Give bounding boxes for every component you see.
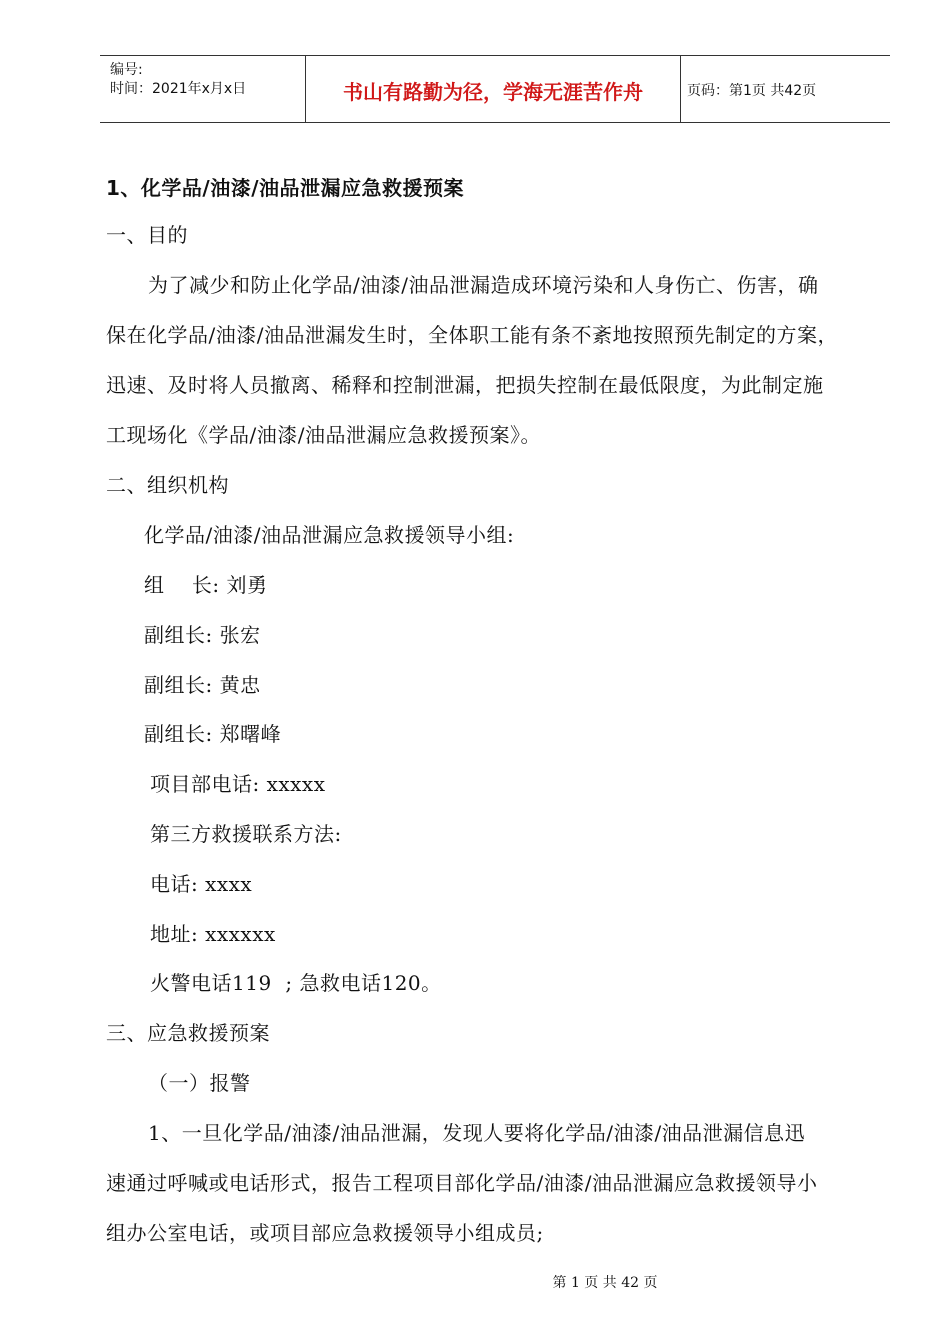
alarm-item-line-1: 1、一旦化学品/油漆/油品泄漏，发现人要将化学品/油漆/油品泄漏信息迅 bbox=[148, 1121, 806, 1145]
header-page-info: 页码：第1页 共42页 bbox=[687, 83, 817, 99]
header-slogan-cell bbox=[306, 56, 681, 122]
deputy-leader-3: 副组长: 郑曙峰 bbox=[144, 722, 282, 746]
group-title: 化学品/油漆/油品泄漏应急救援领导小组: bbox=[144, 523, 515, 547]
deputy-leader-1: 副组长: 张宏 bbox=[144, 623, 261, 647]
contact-address: 地址: xxxxxx bbox=[150, 922, 276, 946]
header-meta-cell bbox=[100, 56, 306, 122]
third-party-contact: 第三方救援联系方法: bbox=[150, 822, 342, 846]
emergency-numbers: 火警电话119 ; 急救电话120。 bbox=[150, 971, 442, 995]
purpose-line-2: 保在化学品/油漆/油品泄漏发生时，全体职工能有条不紊地按照预先制定的方案， bbox=[106, 323, 838, 347]
contact-phone: 电话: xxxx bbox=[150, 872, 253, 896]
header-page-cell bbox=[681, 56, 890, 122]
project-phone: 项目部电话: xxxxx bbox=[150, 772, 326, 796]
alarm-item-line-3: 组办公室电话，或项目部应急救援领导小组成员; bbox=[106, 1221, 544, 1245]
deputy-leader-2: 副组长: 黄忠 bbox=[144, 673, 261, 697]
document-title: 1、化学品/油漆/油品泄漏应急救援预案 bbox=[106, 176, 465, 200]
document-header bbox=[100, 55, 890, 123]
document-time-label: 时间：2021年x月x日 bbox=[110, 81, 247, 97]
purpose-line-3: 迅速、及时将人员撤离、稀释和控制泄漏，把损失控制在最低限度，为此制定施 bbox=[106, 373, 824, 397]
group-leader: 组 长: 刘勇 bbox=[144, 573, 268, 597]
page-footer bbox=[0, 1272, 950, 1292]
document-number-label: 编号: bbox=[110, 62, 143, 78]
alarm-item-line-2: 速通过呼喊或电话形式，报告工程项目部化学品/油漆/油品泄漏应急救援领导小 bbox=[106, 1171, 818, 1195]
subsection-heading-alarm: （一）报警 bbox=[148, 1071, 251, 1095]
footer-page-number: 第 1 页 共 42 页 bbox=[552, 1275, 658, 1291]
purpose-line-4: 工现场化《学品/油漆/油品泄漏应急救援预案》。 bbox=[106, 423, 541, 447]
section-heading-organization: 二、组织机构 bbox=[106, 473, 229, 497]
header-slogan: 书山有路勤为径，学海无涯苦作舟 bbox=[343, 80, 643, 104]
purpose-line-1: 为了减少和防止化学品/油漆/油品泄漏造成环境污染和人身伤亡、伤害，确 bbox=[148, 273, 819, 297]
section-heading-purpose: 一、目的 bbox=[106, 223, 188, 247]
section-heading-plan: 三、应急救援预案 bbox=[106, 1021, 270, 1045]
